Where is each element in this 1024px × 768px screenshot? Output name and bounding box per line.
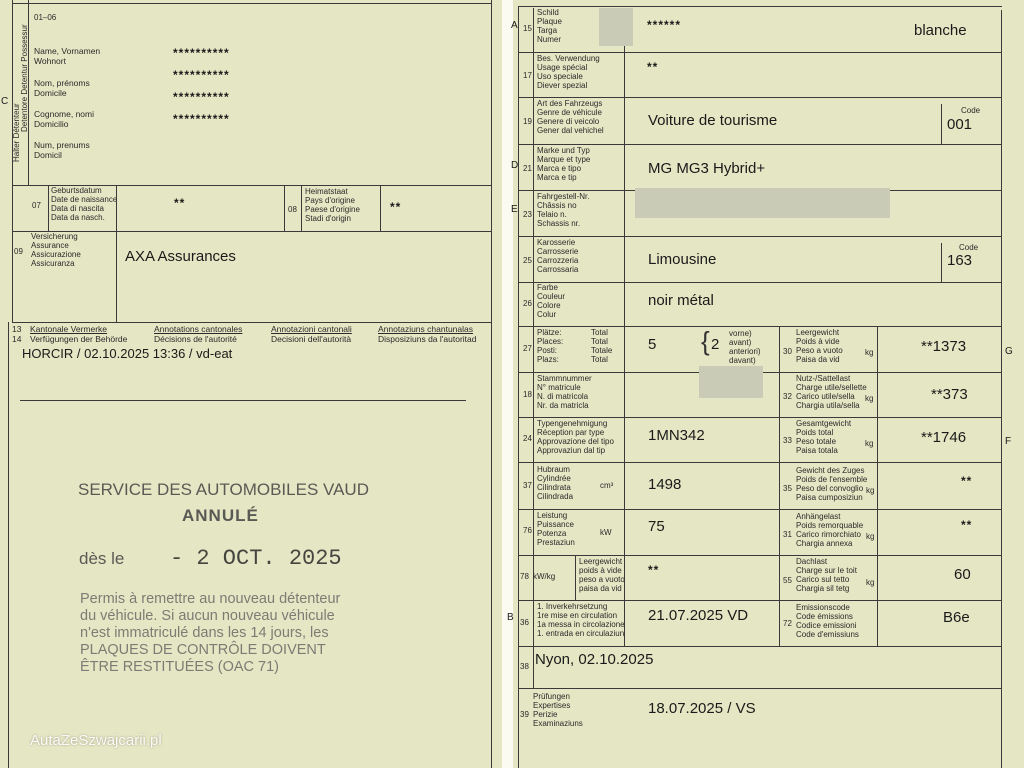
stamp-text: Permis à remettre au nouveau détenteur du véhicule. Si aucun nouveau véhicule n'est immatriculé dans les 14 jours, les PLAQUES DE CONTRÔLE DOIVENT ÊTRE RESTITUÉES (OAC 71): [80, 591, 341, 675]
f26-num: 26: [523, 299, 532, 308]
f13-label-de: Kantonale Vermerke: [30, 324, 108, 334]
f13-label-fr: Annotations cantonales: [154, 324, 243, 334]
f21-label: Marke und Typ Marque et type Marca e tipo Marca e tip: [537, 146, 591, 182]
f55-value: 60: [954, 566, 971, 583]
f07-value: **: [174, 196, 186, 210]
letter-b: B: [507, 612, 514, 623]
f27-value: 5: [648, 336, 657, 353]
f27-front-labels: vorne) avant) anteriori) davant): [729, 329, 761, 365]
f08-num: 08: [288, 205, 297, 214]
holder-vertical-label-2: Detentore Detentur Possessur: [20, 24, 29, 132]
f26-label: Farbe Couleur Colore Colur: [537, 283, 566, 319]
f15-value: ******: [647, 18, 682, 32]
f31-num: 31: [783, 530, 792, 539]
f17-label: Bes. Verwendung Usage spécial Uso speciale Diever spezial: [537, 54, 600, 90]
f76-value: 75: [648, 518, 665, 535]
f32-value: **373: [931, 386, 968, 403]
f14-label-rm: Disposiziuns da l'autoritad: [378, 334, 477, 344]
f19-code-label: Code: [961, 106, 981, 115]
f07-num: 07: [32, 201, 41, 210]
f30-num: 30: [783, 347, 792, 356]
f25-code: 163: [947, 252, 973, 269]
letter-e: E: [511, 204, 518, 215]
f09-num: 09: [14, 247, 23, 256]
f78-unit: kW/kg: [533, 572, 556, 581]
stamp-annule: ANNULÉ: [182, 506, 259, 525]
f14-num: 14: [12, 334, 22, 344]
f23-num: 23: [523, 210, 532, 219]
watermark-text: AutaZeSzwajcarii.pl: [30, 732, 162, 749]
f15-color: blanche: [914, 22, 967, 39]
f27-num: 27: [523, 344, 532, 353]
f78-num: 78: [520, 572, 529, 581]
f35-value: **: [961, 474, 973, 488]
f25-label: Karosserie Carrosserie Carrozzeria Carrossaria: [537, 238, 579, 274]
f38-num: 38: [520, 662, 529, 671]
f37-value: 1498: [648, 476, 682, 493]
f35-unit: kg: [866, 486, 875, 495]
stamp-des-le: dès le: [79, 549, 125, 568]
f76-num: 76: [523, 526, 532, 535]
holder-cognome-value: **********: [173, 90, 230, 104]
f33-value: **1746: [921, 429, 967, 446]
f72-label: Emissionscode Code émissions Codice emissioni Code d'emissiuns: [796, 603, 859, 639]
f19-num: 19: [523, 117, 532, 126]
f13-num: 13: [12, 324, 22, 334]
f26-value: noir métal: [648, 292, 714, 309]
f72-num: 72: [783, 619, 792, 628]
f13-label-it: Annotazioni cantonali: [271, 324, 352, 334]
f31-value: **: [961, 518, 973, 532]
f30-label: Leergewicht Poids à vide Peso a vuoto Paisa da vid: [796, 328, 843, 364]
f78-label: Leergewicht poids à vide peso a vuoto paisa da vid: [579, 557, 625, 593]
f72-value: B6e: [943, 609, 970, 626]
f09-value: AXA Assurances: [125, 248, 236, 265]
f37-num: 37: [523, 481, 532, 490]
holder-nom-label: Nom, prénoms Domicile: [34, 78, 90, 98]
f08-label: Heimatstaat Pays d'origine Paese d'origine Stadi d'origin: [305, 187, 360, 223]
holder-name-value: **********: [173, 46, 230, 60]
f55-unit: kg: [866, 578, 875, 587]
f19-code: 001: [947, 116, 973, 133]
f76-unit: kW: [600, 528, 612, 537]
holder-name-label: Name, Vornamen Wohnort: [34, 46, 101, 66]
f25-value: Limousine: [648, 251, 717, 268]
stamp-title: SERVICE DES AUTOMOBILES VAUD: [78, 480, 369, 499]
f17-value: **: [647, 60, 659, 74]
f76-label: Leistung Puissance Potenza Prestaziun: [537, 511, 575, 547]
left-page: [0, 0, 502, 768]
f19-value: Voiture de tourisme: [648, 112, 778, 129]
f27-total-labels: Total Total Totale Total: [591, 328, 613, 364]
f30-value: **1373: [921, 338, 967, 355]
f24-value: 1MN342: [648, 427, 705, 444]
letter-f: F: [1005, 436, 1012, 447]
side-letter-c: C: [1, 96, 9, 107]
f55-label: Dachlast Charge sur le toit Carico sul tetto Chargia sil tetg: [796, 557, 857, 593]
annotation-text: HORCIR / 02.10.2025 13:36 / vd-eat: [22, 346, 233, 361]
f24-num: 24: [523, 434, 532, 443]
f18-num: 18: [523, 390, 532, 399]
f37-label: Hubraum Cylindrée Cilindrata Cilindrada: [537, 465, 574, 501]
f21-value: MG MG3 Hybrid+: [648, 160, 766, 177]
holder-nom-value: **********: [173, 68, 230, 82]
f13-label-rm: Annotaziuns chantunalas: [378, 324, 473, 334]
f25-num: 25: [523, 256, 532, 265]
f78-value: **: [648, 563, 660, 577]
f14-label-it: Decisioni dell'autorità: [271, 334, 352, 344]
f32-unit: kg: [865, 394, 874, 403]
f27-label: Plätze: Places: Posti: Plazs:: [537, 328, 564, 364]
f36-num: 36: [520, 618, 529, 627]
f32-label: Nutz-/Sattellast Charge utile/sellette Carico utile/sella Chargia utila/sella: [796, 374, 867, 410]
f36-value: 21.07.2025 VD: [648, 607, 749, 624]
holder-extra-value: **********: [173, 112, 230, 126]
f21-num: 21: [523, 164, 532, 173]
f19-label: Art des Fahrzeugs Genre de véhicule Genere di veicolo Gener dal vehichel: [537, 99, 604, 135]
f24-label: Typengenehmigung Réception par type Approvazione del tipo Approvaziun dal tip: [537, 419, 614, 455]
f31-unit: kg: [866, 532, 875, 541]
letter-a: A: [511, 20, 518, 31]
f27-front-value: 2: [711, 336, 720, 353]
holder-vertical-label: Halter Détenteur: [12, 103, 21, 162]
field-01-06: 01–06: [34, 13, 57, 22]
f17-num: 17: [523, 71, 532, 80]
f14-label-de: Verfügungen der Behörde: [30, 334, 128, 344]
right-page: [507, 0, 1024, 768]
f31-label: Anhängelast Poids remorquable Carico rimorchiato Chargia annexa: [796, 512, 864, 548]
f39-num: 39: [520, 710, 529, 719]
f39-label: Prüfungen Expertises Perizie Examinaziuns: [533, 692, 583, 728]
stamp-date: - 2 OCT. 2025: [170, 546, 342, 571]
holder-cognome-label: Cognome, nomi Domicilio: [34, 109, 95, 129]
f32-num: 32: [783, 392, 792, 401]
f15-label: Schild Plaque Targa Numer: [537, 8, 562, 44]
f14-label-fr: Décisions de l'autorité: [154, 334, 237, 344]
f33-unit: kg: [865, 439, 874, 448]
f09-label: Versicherung Assurance Assicurazione Assicuranza: [31, 232, 81, 268]
letter-g: G: [1005, 346, 1013, 357]
f38-value: Nyon, 02.10.2025: [535, 651, 654, 668]
f25-code-label: Code: [959, 243, 979, 252]
letter-d: D: [511, 160, 519, 171]
f55-num: 55: [783, 576, 792, 585]
f15-num: 15: [523, 24, 532, 33]
f35-label: Gewicht des Zuges Poids de l'ensemble Peso del convoglio Paisa cumposiziun: [796, 466, 868, 502]
f35-num: 35: [783, 484, 792, 493]
f08-value: **: [390, 200, 402, 214]
holder-num-label: Num, prenums Domicil: [34, 140, 90, 160]
f33-label: Gesamtgewicht Poids total Peso totale Paisa totala: [796, 419, 852, 455]
f23-label: Fahrgestell-Nr. Châssis no Telaio n. Schassis nr.: [537, 192, 590, 228]
f27-brace: {: [701, 326, 710, 356]
f36-label: 1. Inverkehrsetzung 1re mise en circulation 1a messa in circolazione 1. entrada en circulaziun: [537, 602, 625, 638]
f37-unit: cm³: [600, 481, 614, 490]
f07-label: Geburtsdatum Date de naissance Data di nascita Data da nasch.: [51, 186, 118, 222]
f33-num: 33: [783, 436, 792, 445]
f39-value: 18.07.2025 / VS: [648, 700, 756, 717]
f18-label: Stammnummer N° matricule N. di matricola Nr. da matricla: [537, 374, 592, 410]
f30-unit: kg: [865, 348, 874, 357]
